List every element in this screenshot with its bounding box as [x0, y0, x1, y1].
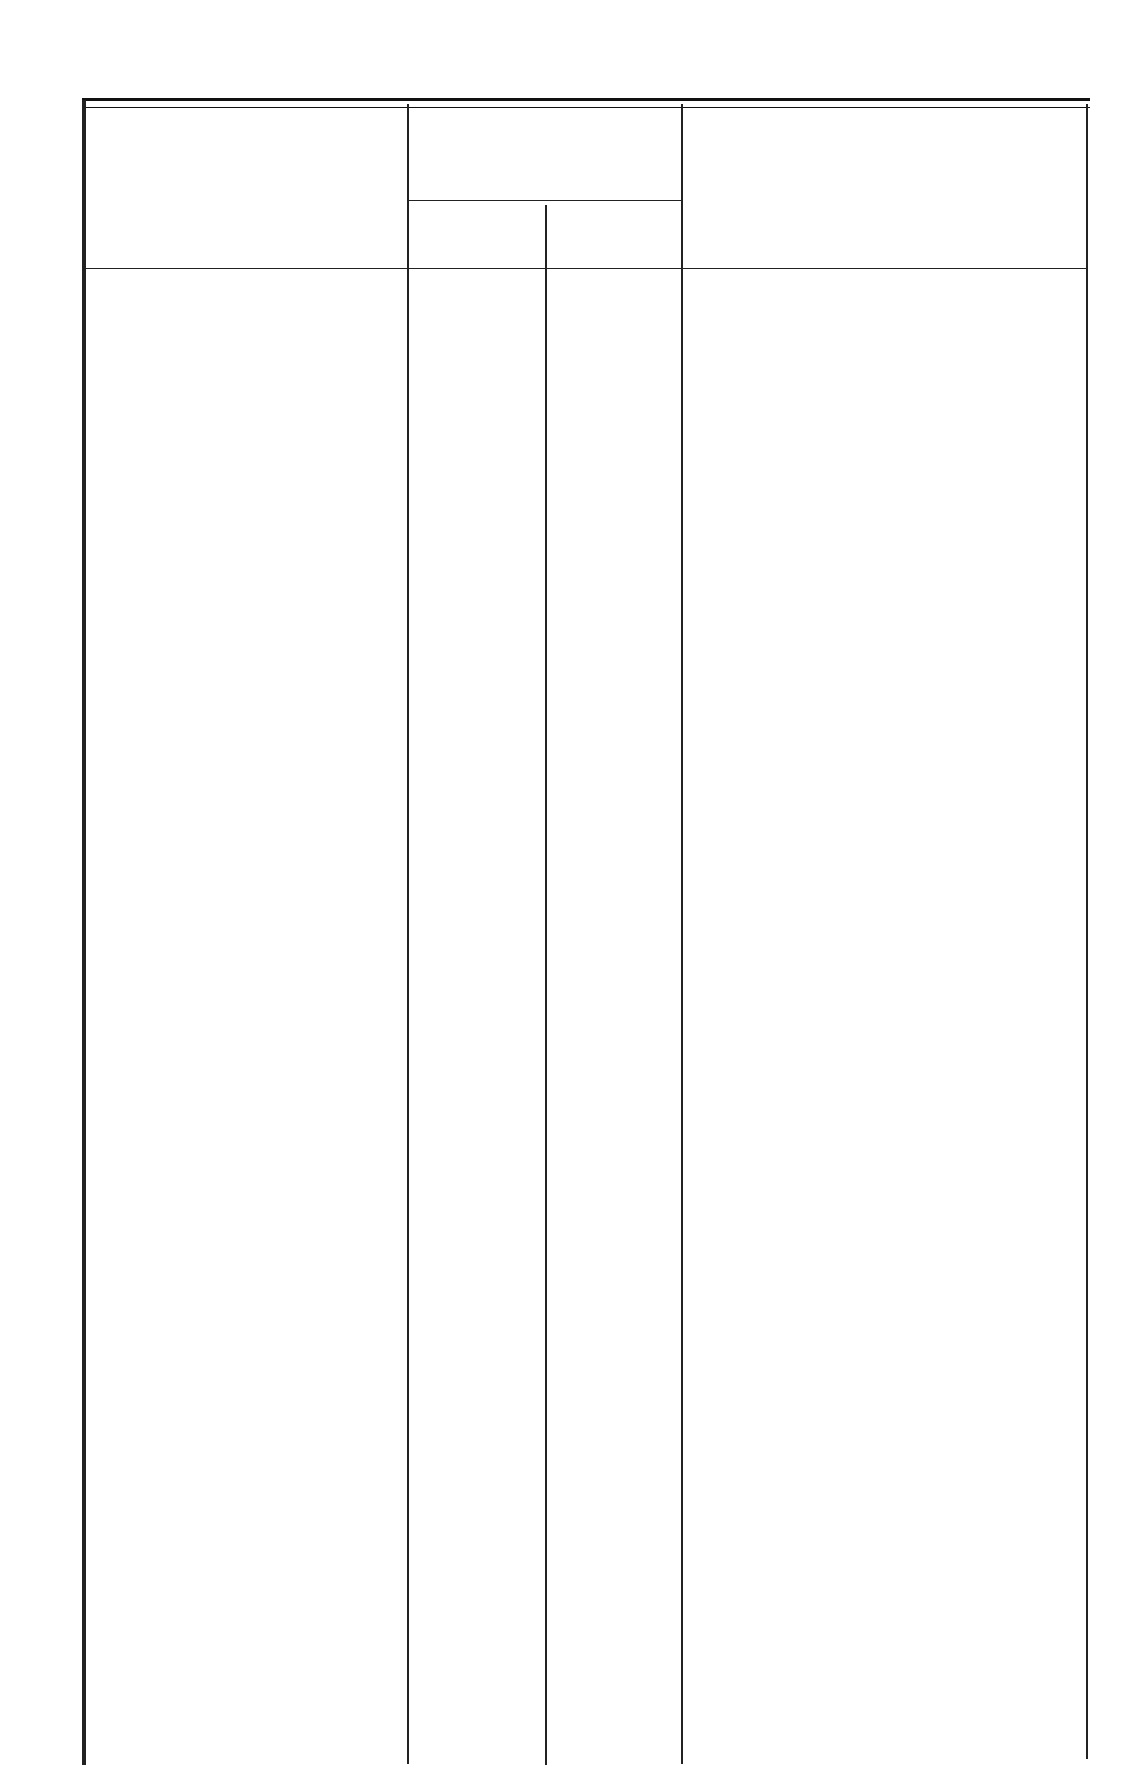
table-body: [0, 0, 1140, 1782]
